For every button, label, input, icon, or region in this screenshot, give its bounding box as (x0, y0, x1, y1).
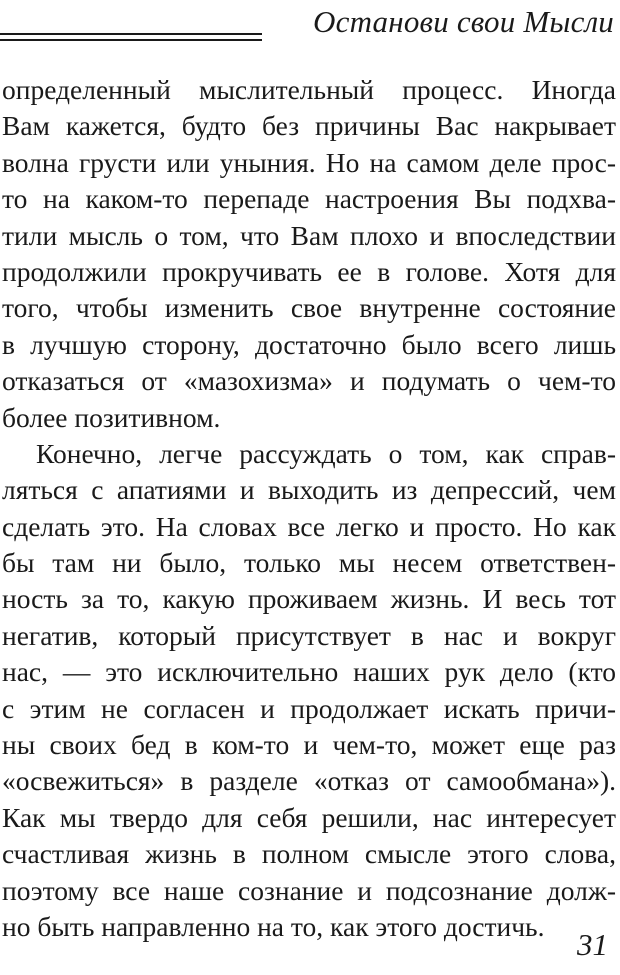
text-line: того, чтобы изменить свое внутренне состояние (2, 292, 616, 324)
text-line: но быть направленно на то, как этого достичь. (2, 910, 545, 942)
body-text (2, 72, 616, 945)
header-rule (0, 33, 262, 35)
text-line: нас, — это исключительно наших рук дело (кто (2, 656, 616, 688)
text-line: счастливая жизнь в полном смысле этого слова, (2, 838, 616, 870)
text-line: сделать это. На словах все легко и просто. Но как (2, 510, 616, 542)
text-line: Конечно, легче рассуждать о том, как справ- (36, 437, 616, 469)
running-title: Останови свои Мысли (313, 4, 614, 39)
text-line: волна грусти или уныния. Но на самом деле прос- (2, 146, 616, 178)
text-line: определенный мыслительный процесс. Иногда (2, 74, 616, 105)
paragraph (2, 72, 616, 436)
page-header (0, 0, 620, 52)
text-line: ны своих бед в ком-то и чем-то, может еще раз (2, 729, 616, 761)
text-line: поэтому все наше сознание и подсознание долж- (2, 874, 616, 906)
text-line: Как мы твердо для себя решили, нас интересует (2, 801, 616, 833)
paragraph (2, 436, 616, 945)
text-line: с этим не согласен и продолжает искать причи- (2, 692, 616, 724)
text-line: «освежиться» в разделе «отказ от самообмана»). (2, 765, 616, 797)
text-line: Вам кажется, будто без причины Вас накрывает (2, 110, 616, 142)
header-rule (0, 39, 262, 41)
text-line: негатив, который присутствует в нас и вокруг (2, 619, 616, 651)
text-line: в лучшую сторону, достаточно было всего лишь (2, 328, 616, 360)
text-line: отказаться от «мазохизма» и подумать о чем-то (2, 365, 616, 397)
text-line: то на каком-то перепаде настроения Вы подхва- (2, 183, 616, 215)
text-line: бы там ни было, только мы несем ответствен- (2, 547, 616, 579)
text-line: ность за то, какую проживаем жизнь. И весь тот (2, 583, 616, 615)
text-line: более позитивном. (2, 401, 221, 433)
page-number: 31 (577, 927, 608, 962)
text-line: ляться с апатиями и выходить из депрессий, чем (2, 474, 616, 506)
text-line: продолжили прокручивать ее в голове. Хотя для (2, 255, 616, 287)
text-line: тили мысль о том, что Вам плохо и впоследствии (2, 219, 616, 251)
